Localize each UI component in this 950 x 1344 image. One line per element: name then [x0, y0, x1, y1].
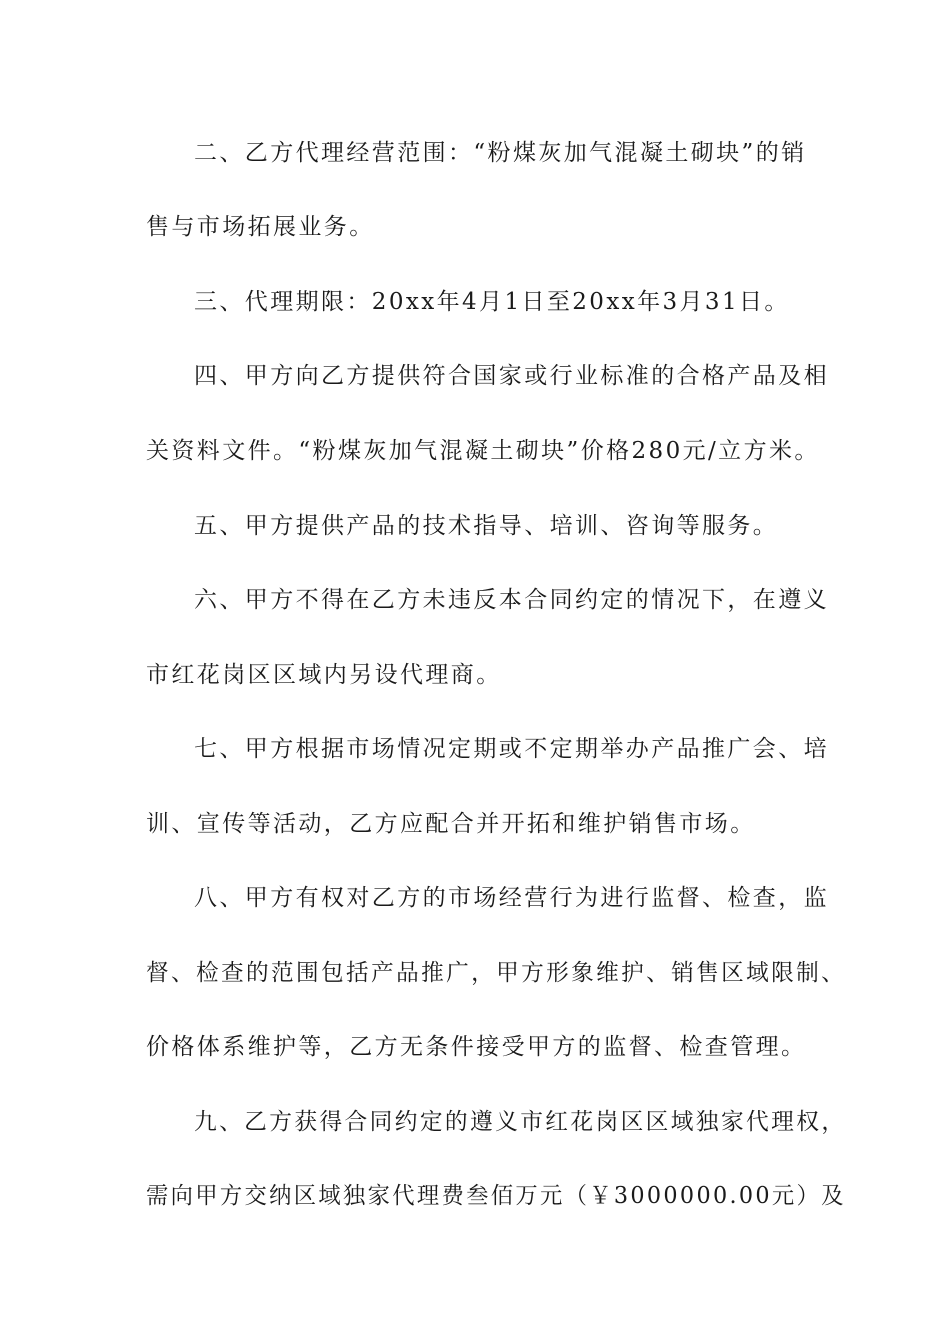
clause-6-line-2: 市红花岗区区域内另设代理商。: [146, 662, 502, 688]
clause-2-line-1: 二、乙方代理经营范围：“粉煤灰加气混凝土砌块”的销: [194, 140, 807, 166]
clause-9-line-1: 九、乙方获得合同约定的遵义市红花岗区区域独家代理权，: [194, 1109, 847, 1135]
clause-2-line-2: 售与市场拓展业务。: [146, 214, 375, 240]
clause-8-line-1: 八、甲方有权对乙方的市场经营行为进行监督、检查，监: [194, 885, 829, 911]
clause-3-line-1: 三、代理期限：20xx年4月1日至20xx年3月31日。: [194, 289, 790, 315]
clause-8-line-3: 价格体系维护等，乙方无条件接受甲方的监督、检查管理。: [146, 1034, 807, 1060]
clause-4-line-2: 关资料文件。“粉煤灰加气混凝土砌块”价格280元/立方米。: [146, 438, 820, 464]
clause-5-line-1: 五、甲方提供产品的技术指导、培训、咨询等服务。: [194, 513, 779, 539]
clause-8-line-2: 督、检查的范围包括产品推广，甲方形象维护、销售区域限制、: [146, 960, 847, 986]
clause-6-line-1: 六、甲方不得在乙方未违反本合同约定的情况下，在遵义: [194, 587, 829, 613]
clause-7-line-2: 训、宣传等活动，乙方应配合并开拓和维护销售市场。: [146, 811, 756, 837]
clause-7-line-1: 七、甲方根据市场情况定期或不定期举办产品推广会、培: [194, 736, 829, 762]
clause-9-line-2: 需向甲方交纳区域独家代理费叁佰万元（￥3000000.00元）及: [146, 1183, 846, 1209]
clause-4-line-1: 四、甲方向乙方提供符合国家或行业标准的合格产品及相: [194, 363, 829, 389]
